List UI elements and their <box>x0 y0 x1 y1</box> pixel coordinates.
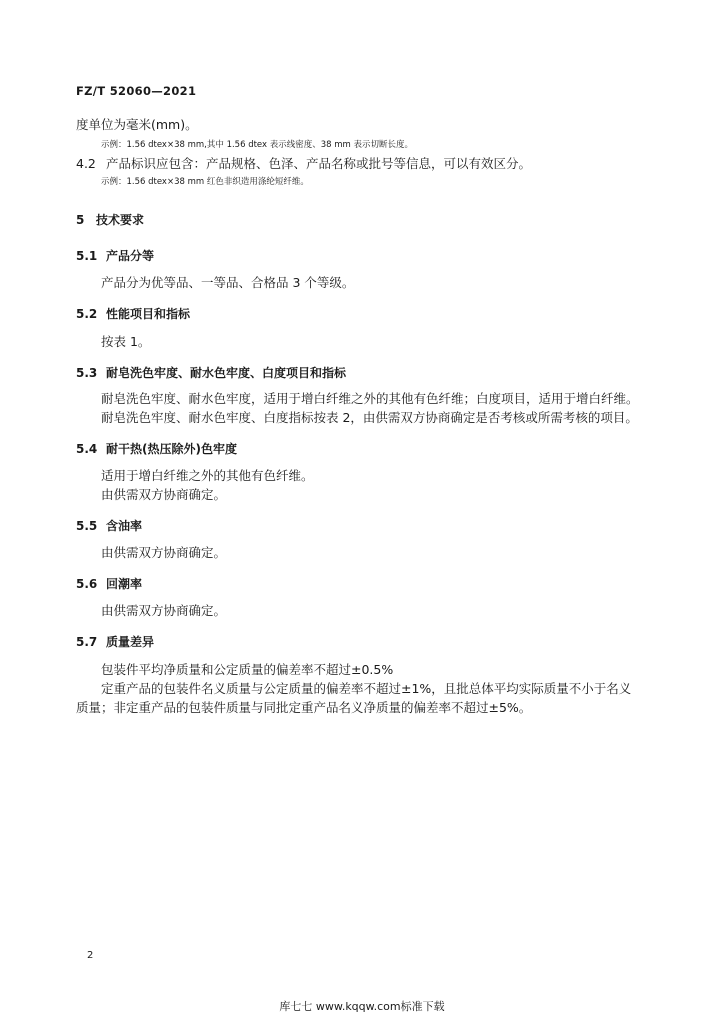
clause-5-2-heading <box>76 305 190 322</box>
clause-text: 产品标识应包含：产品规格、色泽、产品名称或批号等信息，可以有效区分。 <box>106 156 532 171</box>
clause-title: 质量差异 <box>106 635 155 649</box>
clause-5-5-heading <box>76 517 142 534</box>
clause-number: 4.2 <box>76 156 96 171</box>
example-note: 示例：1.56 dtex×38 mm,其中 1.56 dtex 表示线密度、38 mm 表示切断长度。 <box>101 140 414 150</box>
clause-5-7-paragraph: 定重产品的包装件名义质量与公定质量的偏差率不超过±1%，且批总体平均实际质量不小于名义 <box>101 681 632 696</box>
clause-5-4-heading <box>76 440 237 457</box>
clause-5-7-paragraph-cont: 质量；非定重产品的包装件质量与同批定重产品名义净质量的偏差率不超过±5%。 <box>76 700 532 715</box>
section-number: 5 <box>76 213 85 227</box>
clause-5-4-paragraph: 由供需双方协商确定。 <box>101 487 227 502</box>
section-title: 技术要求 <box>96 213 145 227</box>
clause-number: 5.4 <box>76 442 98 456</box>
clause-number: 5.3 <box>76 366 98 380</box>
clause-title: 耐干热(热压除外)色牢度 <box>106 442 237 456</box>
clause-5-1-paragraph: 产品分为优等品、一等品、合格品 3 个等级。 <box>101 275 355 290</box>
clause-5-6-paragraph: 由供需双方协商确定。 <box>101 603 227 618</box>
clause-number: 5.1 <box>76 249 98 263</box>
footer-watermark: 库七七 www.kqqw.com标准下载 <box>279 1000 445 1013</box>
clause-number: 5.5 <box>76 519 98 533</box>
continued-paragraph: 度单位为毫米(mm)。 <box>76 117 198 132</box>
clause-5-5-paragraph: 由供需双方协商确定。 <box>101 545 227 560</box>
clause-5-3-paragraph: 耐皂洗色牢度、耐水色牢度，适用于增白纤维之外的其他有色纤维；白度项目，适用于增白纤维。 <box>101 391 639 406</box>
clause-title: 回潮率 <box>106 577 143 591</box>
clause-number: 5.7 <box>76 635 98 649</box>
clause-number: 5.2 <box>76 307 98 321</box>
clause-title: 含油率 <box>106 519 143 533</box>
page-number: 2 <box>87 950 94 961</box>
standard-code-header: FZ/T 52060—2021 <box>76 84 197 98</box>
clause-4-2 <box>76 156 531 172</box>
clause-5-2-paragraph: 按表 1。 <box>101 334 151 349</box>
example-note: 示例：1.56 dtex×38 mm 红色非织造用涤纶短纤维。 <box>101 177 309 187</box>
clause-number: 5.6 <box>76 577 98 591</box>
clause-5-3-paragraph: 耐皂洗色牢度、耐水色牢度、白度指标按表 2，由供需双方协商确定是否考核或所需考核的项目。 <box>101 410 638 425</box>
clause-5-4-paragraph: 适用于增白纤维之外的其他有色纤维。 <box>101 468 314 483</box>
clause-5-6-heading <box>76 575 142 592</box>
clause-title: 耐皂洗色牢度、耐水色牢度、白度项目和指标 <box>106 366 347 380</box>
clause-5-3-heading <box>76 364 346 381</box>
clause-5-7-paragraph: 包装件平均净质量和公定质量的偏差率不超过±0.5% <box>101 662 394 677</box>
clause-title: 性能项目和指标 <box>106 307 191 321</box>
clause-title: 产品分等 <box>106 249 155 263</box>
section-5-heading <box>76 211 144 228</box>
clause-5-1-heading <box>76 247 154 264</box>
clause-5-7-heading <box>76 633 154 650</box>
